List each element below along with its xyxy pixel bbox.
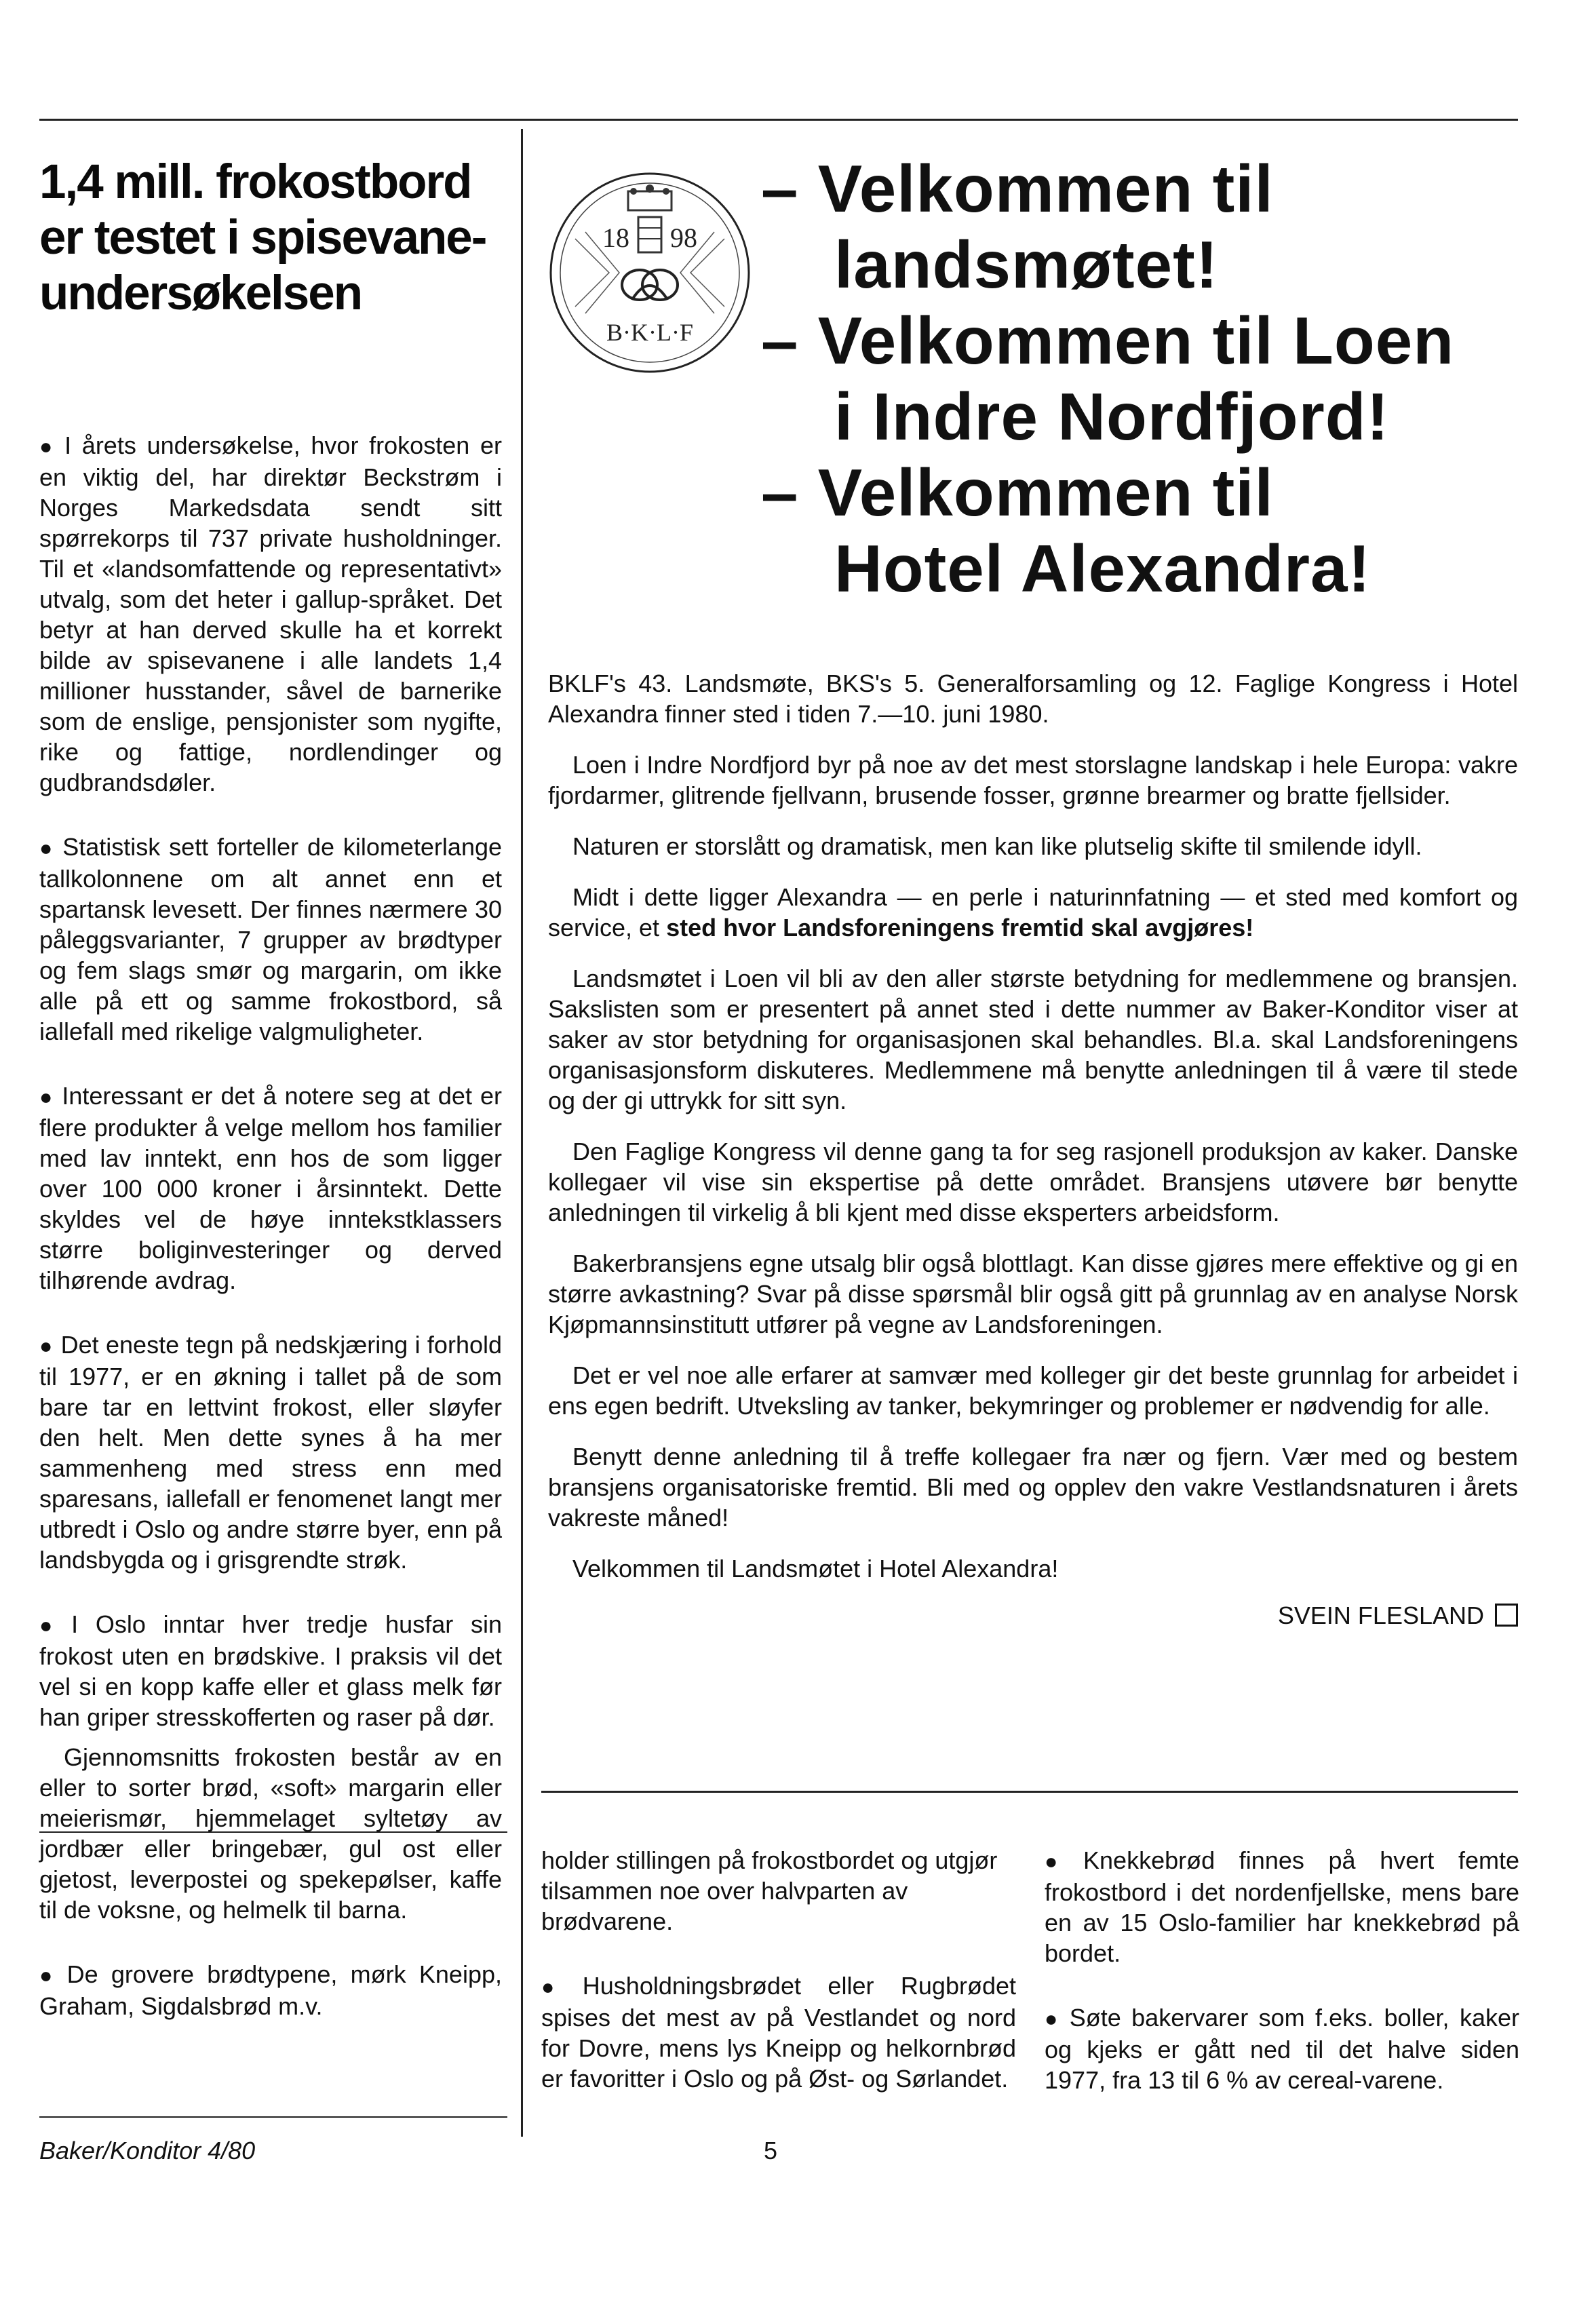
article-paragraph-6: Den Faglige Kongress vil denne gang ta for seg rasjonell produksjon av kaker. Danske kollegaer vil vise sin ekspertise på dette området. Bransjens utøvere bør benytte anledningen til virkelig å bli kjent med disse eksperters arbeidsform.: [548, 1138, 1518, 1226]
bullet-icon: ●: [39, 1613, 64, 1637]
bottom-middle-column: [541, 1845, 1016, 2128]
end-mark-icon: [1495, 1604, 1518, 1627]
bullet-icon: ●: [1045, 2006, 1062, 2031]
left-paragraph-5: ● I Oslo inntar hver tredje husfar sin frokost uten en brødskive. I praksis vil det vel si en kopp kaffe eller et glass melk før han griper stresskofferten og raser på dør.: [39, 1610, 503, 1731]
bullet-icon: ●: [541, 1975, 575, 1999]
article-paragraph-9: Benytt denne anledning til å treffe kollegaer fra nær og fjern. Vær med og bestem bransjens organisatoriske fremtid. Bli med og opplev den vakre Vestlandsnaturen i årets vakreste måned!: [548, 1443, 1518, 1532]
column-divider: [521, 129, 523, 2137]
headline-line-3: – Velkommen til Loen: [761, 303, 1455, 378]
article-paragraph-7: Bakerbransjens egne utsalg blir også blottlagt. Kan disse gjøres mere effektive og gi en større avkastning? Svar på disse spørsmål blir også gitt på grunnlag av en analyse Norsk Kjøpmannsinstitutt utfører på vegne av Landsforeningen.: [548, 1249, 1518, 1338]
bottom-middle-paragraph-1: holder stillingen på frokostbordet og utgjør tilsammen noe over halvparten av brødvarene.: [541, 1846, 998, 1935]
bullet-icon: ●: [39, 434, 57, 459]
left-paragraph-1: ● I årets undersøkelse, hvor frokosten er en viktig del, har direktør Beckstrøm i Norges Markedsdata sendt sitt spørrekorps til 737 private husholdninger. Til et «landsomfattende og representativt» utvalg, som det heter i gallup-språket. Det betyr at han derved skulle ha et korrekt bilde av spisevanene i alle landets 1,4 millioner husstander, såvel de barnerike som de enslige, pensjonister som nygifte, rike og fattige, nordlendinger og gudbrandsdøler.: [39, 431, 502, 796]
article-bottom-rule: [541, 1791, 1518, 1793]
bullet-icon: ●: [39, 1334, 53, 1358]
article-paragraph-10: Velkommen til Landsmøtet i Hotel Alexandra!: [572, 1555, 1059, 1582]
article-paragraph-8: Det er vel noe alle erfarer at samvær med kolleger gir det beste grunnlag for arbeidet i ens egen bedrift. Utveksling av tanker, bekymringer og problemer er nødvendig for alle.: [548, 1361, 1518, 1420]
bullet-icon: ●: [39, 836, 55, 860]
left-paragraph-2: ● Statistisk sett forteller de kilometerlange tallkolonnene om alt annet enn et spartansk levesett. Der finnes nærmere 30 påleggsvarianter, 7 grupper av brødtyper og fem slags smør og margarin, om ikke alle på ett og samme frokostbord, så iallefall med rikelige valgmuligheter.: [39, 833, 503, 1045]
left-paragraph-6: Gjennomsnitts frokosten består av en eller to sorter brød, «soft» margarin eller meierismør, hjemmelaget syltetøy av jordbær eller bringebær, gul ost eller gjetost, leverpostei og spekepølser, kaffe til de voksne, og helmelk til barna.: [39, 1743, 502, 1924]
left-paragraph-7: ● De grovere brødtypene, mørk Kneipp, Graham, Sigdalsbrød m.v.: [39, 1960, 502, 2020]
logo-initials: B·K·L·F: [606, 319, 693, 346]
article-bold-phrase: sted hvor Landsforeningens fremtid skal avgjøres!: [666, 914, 1254, 941]
left-paragraph-4: ● Det eneste tegn på nedskjæring i forhold til 1977, er en økning i tallet på de som bare tar en lettvint frokost, eller sløyfer den helt. Men dette synes å ha mer sammenheng med stress enn med sparesans, iallefall er fenomenet langt mer utbredt i Oslo og andre større byer, enn på landsbygda og i grisgrendte strøk.: [39, 1331, 503, 1574]
crown-icon: [628, 185, 672, 210]
left-headline-line-2: er testet i spisevane-: [39, 211, 486, 265]
article-paragraph-4: Midt i dette ligger Alexandra — en perle i naturinnfatning — et sted med komfort og service, et sted hvor Landsforeningens fremtid skal avgjøres!: [548, 883, 1518, 941]
logo-year-right: 98: [670, 222, 697, 253]
welcome-headline: [761, 151, 1527, 606]
bullet-icon: ●: [39, 1963, 59, 1987]
headline-line-2: landsmøtet!: [834, 227, 1219, 302]
headline-line-6: Hotel Alexandra!: [834, 531, 1371, 606]
article-paragraph-1: BKLF's 43. Landsmøte, BKS's 5. Generalforsamling og 12. Faglige Kongress i Hotel Alexandra finner sted i tiden 7.—10. juni 1980.: [548, 669, 1518, 728]
main-article: [548, 668, 1518, 1631]
left-paragraph-3: ● Interessant er det å notere seg at det er flere produkter å velge mellom hos familier med lav inntekt, enn hos de som ligger over 100 000 kroner i årsinntekt. Dette skyldes vel de høye inntekstklassers større boliginvesteringer og derved tilhørende avdrag.: [39, 1082, 502, 1294]
headline-line-4: i Indre Nordfjord!: [834, 379, 1390, 454]
bottom-middle-paragraph-2: ● Husholdningsbrødet eller Rugbrødet spises det mest av på Vestlandet og nord for Dovre, mens lys Kneipp og helkornbrød er favoritter i Oslo og på Øst- og Sørlandet.: [541, 1972, 1016, 2093]
bottom-right-column: [1045, 1845, 1519, 2129]
bottom-right-paragraph-2: ● Søte bakervarer som f.eks. boller, kaker og kjeks er gått ned til det halve siden 1977, fra 13 til 6 % av cereal-varene.: [1045, 2004, 1519, 2094]
publication-footer: Baker/Konditor 4/80: [39, 2137, 256, 2164]
logo-year-left: 18: [602, 222, 629, 253]
left-column: [39, 155, 502, 2055]
article-paragraph-5: Landsmøtet i Loen vil bli av den aller største betydning for medlemmene og bransjen. Sakslisten som er presentert på annet sted i dette nummer av Baker-Konditor viser at saker av stor betydning for organisasjonen skal behandles. Bl.a. skal Landsforeningens organisasjonsform diskuteres. Medlemmene må benytte anledningen til å være til stede og der gi uttrykk for sitt syn.: [548, 965, 1518, 1114]
page-number: 5: [764, 2137, 778, 2164]
signature: [548, 1600, 1518, 1631]
bullet-icon: ●: [39, 1085, 54, 1109]
article-paragraph-3: Naturen er storslått og dramatisk, men kan like plutselig skifte til smilende idyll.: [572, 832, 1422, 860]
headline-line-5: – Velkommen til: [761, 455, 1274, 530]
left-headline-line-1: 1,4 mill. frokostbord: [39, 155, 471, 209]
article-paragraph-2: Loen i Indre Nordfjord byr på noe av det mest storslagne landskap i hele Europa: vakre fjordarmer, glitrende fjellvann, brusende fosser, grønne brearmer og bratte fjellsider.: [548, 751, 1518, 809]
footer-rule: [39, 2116, 507, 2118]
left-headline: [39, 155, 502, 322]
top-rule: [39, 119, 1518, 121]
bullet-icon: ●: [1045, 1849, 1076, 1873]
pretzel-icon: [622, 270, 678, 300]
left-paragraphs: [39, 430, 502, 2021]
author-name: SVEIN FLESLAND: [1277, 1601, 1484, 1629]
left-headline-line-3: undersøkelsen: [39, 267, 362, 320]
bklf-logo: [548, 171, 752, 374]
headline-line-1: – Velkommen til: [761, 151, 1274, 226]
bottom-right-paragraph-1: ● Knekkebrød finnes på hvert femte frokostbord i det nordenfjellske, mens bare en av 15 Oslo-familier har knekkebrød på bordet.: [1045, 1846, 1520, 1967]
